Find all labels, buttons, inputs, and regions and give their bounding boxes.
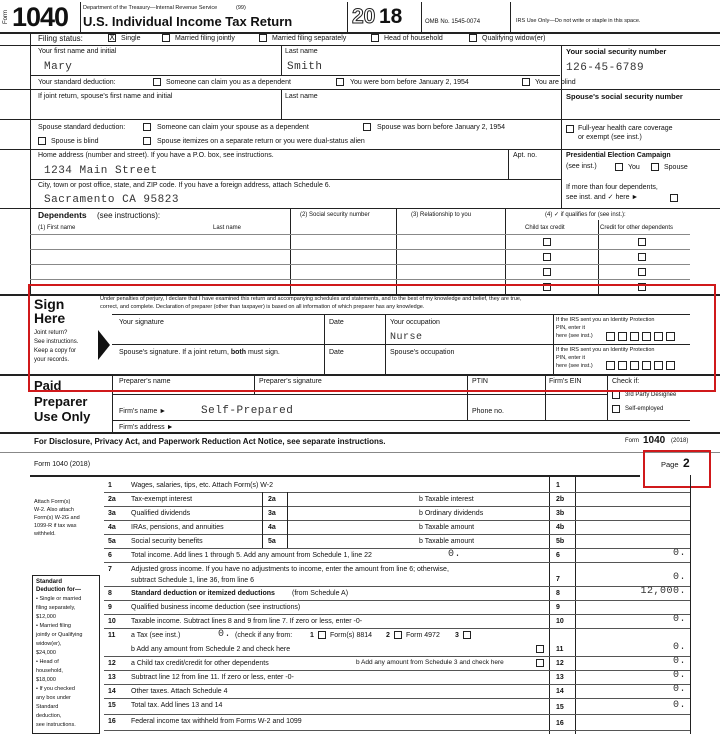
std-sidebar-title-1: Standard [36,579,63,585]
third-party-label: 3rd Party Designee [625,392,677,398]
married-jointly-checkbox[interactable] [162,34,170,42]
line-number: 12 [108,660,116,667]
tax-opt-1-checkbox[interactable] [318,631,326,639]
self-employed-checkbox[interactable] [612,405,620,413]
tax-opt-3-number: 3 [455,632,459,639]
spouse-date-label: Date [329,349,344,356]
line-description: Social security benefits [131,538,203,545]
occupation-field[interactable]: Nurse [390,332,423,343]
line-description: Total tax. Add lines 13 and 14 [131,702,223,709]
line-separator [104,562,690,563]
line-description: Federal income tax withheld from Forms W-2 and 1099 [131,718,302,725]
head-of-household-checkbox[interactable] [371,34,379,42]
std-sidebar-item: $18,000 [36,677,56,683]
std-sidebar-item: • Single or married [36,596,82,602]
health-coverage-label-2: or exempt (see inst.) [578,134,642,141]
line-description-2: subtract Schedule 1, line 36, from line 6 [131,577,254,584]
line-description: Qualified business income deduction (see instructions) [131,604,301,611]
line-number: 15 [108,702,116,709]
attach-note-3: Form(s) W-2G and [34,515,80,521]
filing-option-married-jointly: Married filing jointly [175,35,235,42]
std-sidebar-item: widow(er), [36,641,62,647]
dept-label: Department of the Treasury—Internal Revenue Service [83,5,218,11]
single-checkbox[interactable]: X [109,33,115,42]
spouse-blind-label: Spouse is blind [51,138,99,145]
dependents-title-note: (see instructions): [97,211,161,220]
sub-box-label: 4a [268,524,276,531]
line-description: Wages, salaries, tips, etc. Attach Form(s) W-2 [131,482,273,489]
sub-amount-input[interactable] [290,534,400,548]
attach-note-2: W-2. Also attach [34,507,74,513]
line-box-number: 5b [556,538,565,545]
line-number: 6 [108,552,112,559]
sub-box-label: 5a [268,538,276,545]
dependents-col-relationship: (3) Relationship to you [411,212,472,218]
sign-title-2: Here [34,310,66,326]
spouse-last-name-label: Last name [285,93,318,100]
std-sidebar-item: • Married filing [36,623,71,629]
std-sidebar-item: • Head of [36,659,59,665]
line-box-number: 10 [556,618,564,625]
ssn-label: Your social security number [566,47,667,56]
tax-opt-1-number: 1 [310,632,314,639]
spouse-occupation-label: Spouse's occupation [390,349,455,356]
line-b-description: b Taxable interest [419,496,474,503]
tax-opt-3-checkbox[interactable] [463,631,471,639]
sign-side-4: your records. [34,357,70,363]
preparer-title-3: Use Only [34,409,91,424]
firm-name-field[interactable]: Self-Prepared [201,405,294,417]
omb-number: OMB No. 1545-0074 [425,19,481,25]
line-box-number: 16 [556,720,564,727]
line-number: 5a [108,538,116,545]
line-6-inline-value: 0. [448,549,462,560]
tax-year-outline: 20 [352,5,376,28]
line-box-number: 3b [556,510,565,517]
claim-dependent-label: Someone can claim you as a dependent [166,79,291,86]
form-code: (99) [236,5,246,11]
pec-title: Presidential Election Campaign [566,152,671,159]
line-number: 2a [108,496,116,503]
tax-opt-1-text: Form(s) 8814 [330,632,373,639]
spouse-itemizes-checkbox[interactable] [143,137,151,145]
footer-form-number: 1040 [643,435,666,446]
attach-note-5: withheld. [34,531,56,537]
line-box-number: 7 [556,576,560,583]
sub-amount-input[interactable] [290,506,400,520]
tax-opt-2-number: 2 [386,632,390,639]
occupation-label: Your occupation [390,319,440,326]
first-name-field[interactable]: Mary [44,61,73,73]
std-sidebar-item: deduction, [36,713,62,719]
line-number: 16 [108,718,116,725]
filing-option-married-separately: Married filing separately [272,35,347,42]
line-amount-input[interactable]: 0. [672,614,686,625]
home-address-label: Home address (number and street). If you have a P.O. box, see instructions. [38,152,274,159]
line-description: Total income. Add lines 1 through 5. Add any amount from Schedule 1, line 22 [131,552,372,559]
line-amount-input[interactable]: 0. [672,642,686,653]
line-number: 8 [108,590,112,597]
sub-box-label: 2a [268,496,276,503]
last-name-field[interactable]: Smith [287,61,323,73]
spouse-itemizes-label: Spouse itemizes on a separate return or you were dual-status alien [157,138,365,145]
line-number: 11 [108,632,116,639]
firm-ein-label: Firm's EIN [549,378,582,385]
line-box-number: 15 [556,704,564,711]
pec-inst: (see inst.) [566,163,597,170]
std-sidebar-item: any box under [36,695,71,701]
line-description-note: (from Schedule A) [292,590,349,597]
line-description: Subtract line 12 from line 11. If zero or less, enter -0- [131,674,294,681]
spouse-claim-dependent-label: Someone can claim your spouse as a dependent [157,124,309,131]
spouse-claim-dependent-checkbox[interactable] [143,123,151,131]
preparer-title-1: Paid [34,378,62,393]
spouse-first-name-label: If joint return, spouse's first name and initial [38,93,173,100]
disclosure-notice: For Disclosure, Privacy Act, and Paperwork Reduction Act Notice, see separate instructions. [34,437,386,446]
tax-year: 18 [379,5,403,28]
dependent-3-other-credit-checkbox[interactable] [638,268,646,276]
line-separator [104,730,690,731]
ssn-field[interactable]: 126-45-6789 [566,62,645,74]
dependents-col-child-credit: Child tax credit [525,225,565,231]
more-dependents-1: If more than four dependents, [566,184,658,191]
third-party-checkbox[interactable] [612,391,620,399]
spouse-born-before-checkbox[interactable] [363,123,371,131]
attach-note-1: Attach Form(s) [34,499,71,505]
line-amount-input[interactable]: 0. [672,700,686,711]
line-number: 3a [108,510,116,517]
filing-option-qualifying-widow: Qualifying widow(er) [482,35,546,42]
page-number: 2 [683,456,690,470]
standard-deduction-sidebar [32,575,100,734]
health-coverage-label-1: Full-year health care coverage [578,125,673,132]
std-sidebar-title-2: Deduction for— [36,587,81,593]
line-amount-input[interactable]: 12,000. [640,586,686,597]
ip-pin-text-3: here (see inst.) [556,333,593,339]
qualifying-widow-checkbox[interactable] [469,34,477,42]
filing-option-head-of-household: Head of household [384,35,443,42]
line-description: a Child tax credit/credit for other dependents [131,660,269,667]
line-number: 13 [108,674,116,681]
std-sidebar-item: household, [36,668,63,674]
line-description: Other taxes. Attach Schedule 4 [131,688,228,695]
married-separately-checkbox[interactable] [259,34,267,42]
line-number: 10 [108,618,116,625]
line-description: Taxable income. Subtract lines 8 and 9 from line 7. If zero or less, enter -0- [131,618,363,625]
dependent-2-child-credit-checkbox[interactable] [543,253,551,261]
dependent-1-child-credit-checkbox[interactable] [543,238,551,246]
dependent-3-child-credit-checkbox[interactable] [543,268,551,276]
line-b-description: b Add any amount from Schedule 3 and check here [356,659,504,666]
line-11b-description: b Add any amount from Schedule 2 and check here [131,646,291,653]
pec-you-label: You [628,164,640,171]
dependent-2-other-credit-checkbox[interactable] [638,253,646,261]
spouse-ip-pin-text-1: If the IRS sent you an Identity Protection [556,347,655,353]
spouse-signature-label: Spouse's signature. If a joint return, both must sign. [119,349,280,356]
sign-side-2: See instructions. [34,339,79,345]
line-description: Standard deduction or itemized deductions [131,590,275,597]
line-box-number: 12 [556,660,564,667]
sub-box-divider [262,520,288,534]
city-field[interactable]: Sacramento CA 95823 [44,194,179,206]
line-box-number: 6 [556,552,560,559]
tax-opt-2-text: Form 4972 [406,632,440,639]
std-deduction-label: Your standard deduction: [38,79,116,86]
perjury-text-1: Under penalties of perjury, I declare that I have examined this return and accompanying schedules and statements, and to the best of my knowledge and belief, they are true, [100,296,522,302]
ptin-label: PTIN [472,378,488,385]
line-amount-input[interactable]: 0. [672,572,686,583]
firm-name-label: Firm's name ► [119,408,167,415]
std-sidebar-item: • If you checked [36,686,75,692]
perjury-text-2: correct, and complete. Declaration of preparer (other than taxpayer) is based on all information of which preparer has any knowledge. [100,304,425,310]
tax-opt-2-checkbox[interactable] [394,631,402,639]
self-employed-label: Self-employed [625,406,664,412]
spouse-blind-checkbox[interactable] [38,137,46,145]
health-coverage-checkbox[interactable] [566,125,574,133]
line-amount-input[interactable]: 0. [672,548,686,559]
filing-status-label: Filing status: [38,34,83,43]
line-box-number: 9 [556,604,560,611]
sub-box-label: 3a [268,510,276,517]
line-description: Qualified dividends [131,510,191,517]
std-sidebar-item: see instructions. [36,722,76,728]
highlight-sign-here [28,284,716,392]
line-b-description: b Taxable amount [419,538,475,545]
form-number: 1040 [12,2,69,32]
line-description: Tax-exempt interest [131,496,193,503]
line-box-number: 2b [556,496,565,503]
more-dependents-checkbox[interactable] [670,194,678,202]
city-label: City, town or post office, state, and ZIP code. If you have a foreign address, attach Schedule 6. [38,182,331,189]
sign-title-1: Sign [34,296,65,312]
line-description: IRAs, pensions, and annuities [131,524,224,531]
dependent-1-other-credit-checkbox[interactable] [638,238,646,246]
dependents-col-ssn: (2) Social security number [300,212,370,218]
spouse-ip-pin-text-3: here (see inst.) [556,363,593,369]
check-if-label: Check if: [612,378,640,385]
tax-amount-value[interactable]: 0. [218,629,232,640]
page-label: Page [661,460,679,469]
ip-pin-text-1: If the IRS sent you an Identity Protection [556,317,655,323]
dependents-col-last: Last name [213,225,242,231]
blind-label: You are blind [535,79,576,86]
line-separator [104,714,690,715]
home-address-field[interactable]: 1234 Main Street [44,165,158,177]
dependents-col-first: (1) First name [38,225,76,231]
sign-side-3: Keep a copy for [34,348,77,354]
std-sidebar-item: $24,000 [36,650,56,656]
schedule-3-checkbox[interactable] [536,659,544,667]
line-amount-input[interactable]: 0. [672,656,686,667]
dependents-col-other-credit: Credit for other dependents [600,225,674,231]
sub-box-divider [262,534,288,548]
preparer-name-label: Preparer's name [119,378,171,385]
footer-form-label: Form [625,438,639,444]
firm-address-label: Firm's address ► [119,424,174,431]
sign-side-1: Joint return? [34,330,68,336]
blind-checkbox[interactable] [522,78,530,86]
spouse-ip-pin-text-2: PIN, enter it [556,355,586,361]
line-amount-input[interactable]: 0. [672,670,686,681]
born-before-label: You were born before January 2, 1954 [350,79,469,86]
your-signature-label: Your signature [119,319,164,326]
line-box-number: 4b [556,524,565,531]
pec-spouse-checkbox[interactable] [651,163,659,171]
pec-you-checkbox[interactable] [615,163,623,171]
line-box-number: 8 [556,590,560,597]
dependents-col-qualifies: (4) ✓ if qualifies for (see inst.): [545,212,626,218]
line-separator [104,628,690,629]
last-name-label: Last name [285,48,318,55]
line-separator [104,698,690,699]
line-box-number: 14 [556,688,564,695]
irs-use-only: IRS Use Only—Do not write or staple in this space. [516,18,641,24]
sub-amount-input[interactable] [290,492,400,506]
born-before-checkbox[interactable] [336,78,344,86]
more-dependents-2: see inst. and ✓ here ► [566,194,639,201]
preparer-title-2: Preparer [34,394,88,409]
line-number: 14 [108,688,116,695]
apt-no-label: Apt. no. [513,152,538,159]
line-box-number: 11 [556,646,564,653]
sub-box-divider [262,506,288,520]
spouse-born-before-label: Spouse was born before January 2, 1954 [377,124,506,131]
sub-amount-input[interactable] [290,520,400,534]
line-number: 4a [108,524,116,531]
spouse-std-deduction-label: Spouse standard deduction: [38,124,126,131]
std-sidebar-item: jointly or Qualifying [36,632,83,638]
line-description: a Tax (see inst.) [131,632,181,639]
line-number: 1 [108,482,112,489]
spouse-ssn-label: Spouse's social security number [566,92,683,101]
filing-option-single: Single [121,35,141,42]
std-sidebar-item: Standard [36,704,59,710]
schedule-2-checkbox[interactable] [536,645,544,653]
sub-box-divider [262,492,288,506]
preparer-signature-label: Preparer's signature [259,378,322,385]
pec-spouse-label: Spouse [664,164,688,171]
phone-label: Phone no. [472,408,504,415]
page2-form-label: Form 1040 (2018) [34,461,91,468]
highlight-page-number [643,450,711,488]
line-separator [104,600,690,601]
footer-form-year: (2018) [671,438,689,444]
line-number: 7 [108,566,112,573]
std-sidebar-item: $12,000 [36,614,56,620]
line-amount-input[interactable]: 0. [672,684,686,695]
line-number: 9 [108,604,112,611]
line-box-number: 1 [556,482,560,489]
dependents-title: Dependents [38,210,87,220]
claim-dependent-checkbox[interactable] [153,78,161,86]
first-name-label: Your first name and initial [38,48,117,55]
line-b-description: b Taxable amount [419,524,475,531]
sign-date-label: Date [329,319,344,326]
attach-note-4: 1099-R if tax was [34,523,77,529]
form-title: U.S. Individual Income Tax Return [83,14,293,29]
std-sidebar-item: filing separately, [36,605,76,611]
line-box-number: 13 [556,674,564,681]
ip-pin-text-2: PIN, enter it [556,325,586,331]
tax-check-text: (check if any from: [235,632,293,639]
line-description: Adjusted gross income. If you have no adjustments to income, enter the amount from line 6; otherwise, [131,566,449,573]
form-small-label: Form [3,10,9,24]
line-b-description: b Ordinary dividends [419,510,484,517]
